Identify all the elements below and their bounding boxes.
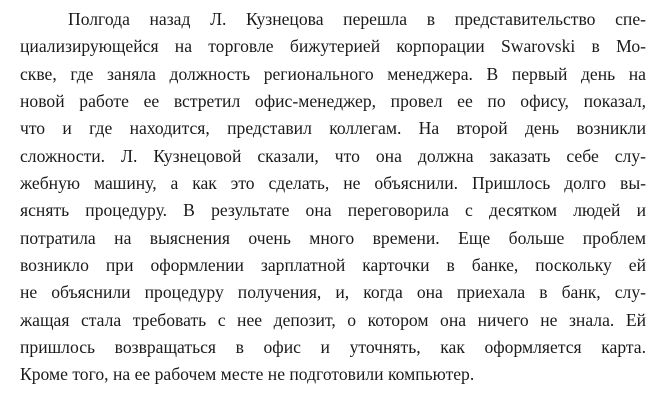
text-line: жебную машину, а как это сделать, не объяснили. Пришлось долго вы- (20, 173, 646, 194)
text-line: пришлось возвращаться в офис и уточнять, как оформляется карта. (20, 337, 646, 358)
text-line: что и где находится, представил коллегам. На второй день возникли (20, 118, 646, 139)
body-paragraph (20, 6, 646, 389)
text-line: новой работе ее встретил офис-менеджер, провел ее по офису, показал, (20, 91, 646, 112)
text-line: возникло при оформлении зарплатной карточки в банке, поскольку ей (20, 255, 646, 276)
text-line: не объяснили процедуру получения, и, когда она приехала в банк, слу- (20, 282, 646, 303)
text-line: жащая стала требовать с нее депозит, о котором она ничего не знала. Ей (20, 309, 646, 330)
document-page (20, 6, 646, 389)
text-line: сложности. Л. Кузнецовой сказали, что она должна заказать себе слу- (20, 145, 646, 166)
text-line: циализирующейся на торговле бижутерией корпорации Swarovski в Мо- (20, 36, 646, 57)
text-line: потратила на выяснения очень много времени. Еще больше проблем (20, 227, 646, 248)
text-line: яснять процедуру. В результате она переговорила с десятком людей и (20, 200, 646, 221)
text-line: Полгода назад Л. Кузнецова перешла в представительство спе- (68, 9, 646, 29)
text-line: скве, где заняла должность регионального менеджера. В первый день на (20, 63, 646, 84)
text-line: Кроме того, на ее рабочем месте не подготовили компьютер. (20, 364, 475, 385)
